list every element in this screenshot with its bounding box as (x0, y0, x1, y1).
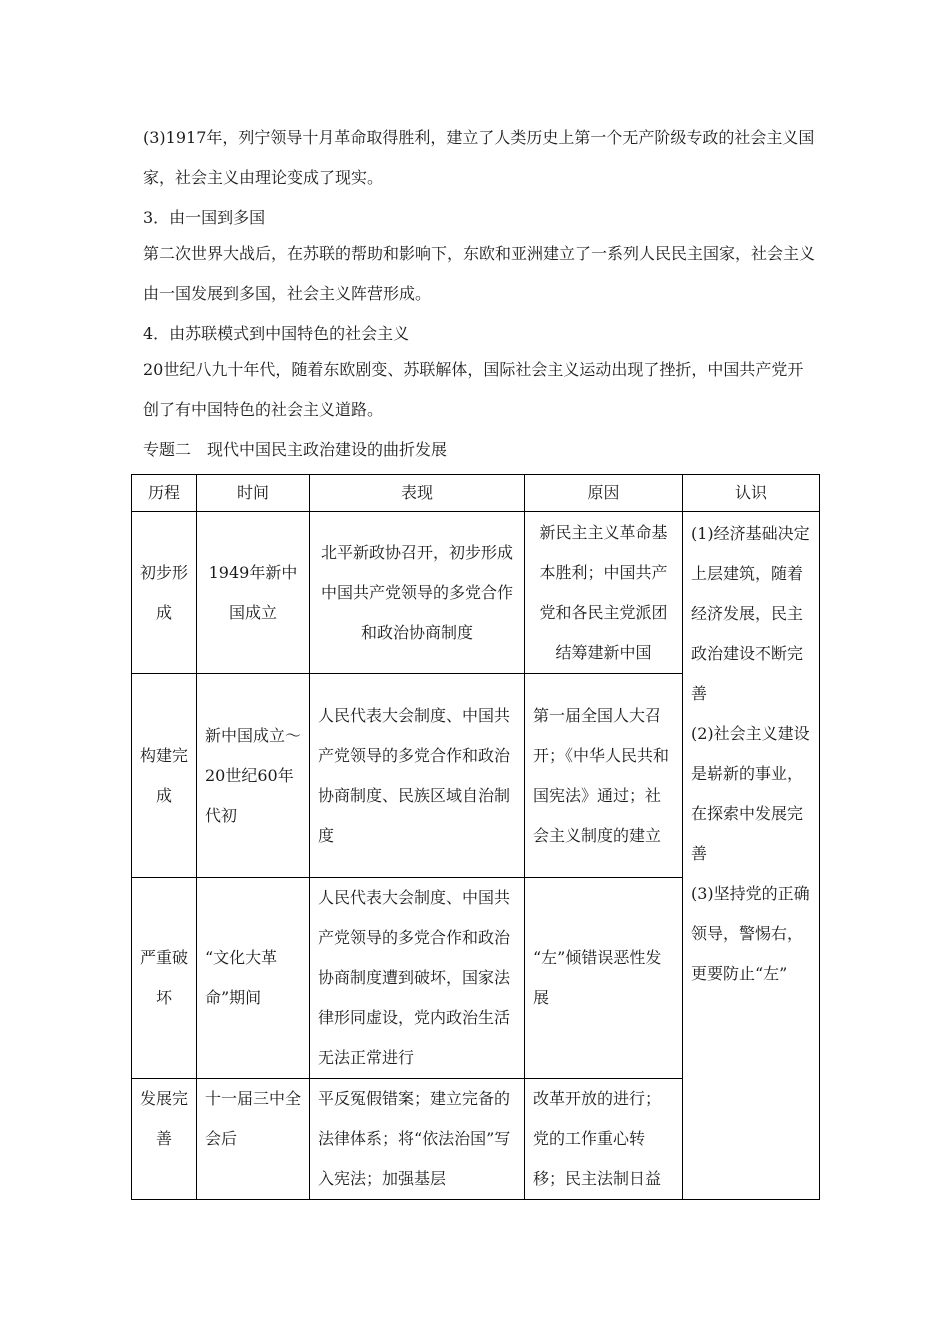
row-performance: 人民代表大会制度、中国共产党领导的多党合作和政治协商制度遭到破坏，国家法律形同虚设，党内政治生活无法正常进行 (310, 878, 525, 1079)
header-insight: 认识 (683, 475, 820, 512)
heading-one-to-many: 3．由一国到多国 (143, 208, 266, 227)
row-time: 1949年新中国成立 (197, 512, 310, 674)
democracy-development-table (131, 474, 820, 1200)
header-reason: 原因 (525, 475, 683, 512)
row-stage: 初步形成 (132, 512, 197, 674)
row-performance: 平反冤假错案；建立完备的法律体系；将“依法治国”写入宪法；加强基层 (310, 1079, 525, 1200)
row-stage: 构建完成 (132, 674, 197, 878)
row-time: 十一届三中全会后 (197, 1079, 310, 1200)
paragraph-socialist-camp: 第二次世界大战后，在苏联的帮助和影响下，东欧和亚洲建立了一系列人民民主国家，社会主义由一国发展到多国，社会主义阵营形成。 (143, 244, 816, 303)
header-performance: 表现 (310, 475, 525, 512)
row-performance: 北平新政协召开，初步形成中国共产党领导的多党合作和政治协商制度 (310, 512, 525, 674)
insight-2: (2)社会主义建设是崭新的事业，在探索中发展完善 (691, 724, 810, 863)
insight-1: (1)经济基础决定上层建筑，随着经济发展，民主政治建设不断完善 (691, 524, 810, 703)
row-reason: 第一届全国人大召开；《中华人民共和国宪法》通过；社会主义制度的建立 (525, 674, 683, 878)
row-time: “文化大革命”期间 (197, 878, 310, 1079)
topic-heading: 专题二 现代中国民主政治建设的曲折发展 (143, 440, 448, 459)
row-time: 新中国成立～20世纪60年代初 (197, 674, 310, 878)
row-reason: 新民主主义革命基本胜利；中国共产党和各民主党派团结筹建新中国 (525, 512, 683, 674)
heading-chinese-characteristics: 4．由苏联模式到中国特色的社会主义 (143, 324, 410, 343)
header-time: 时间 (197, 475, 310, 512)
paragraph-october-revolution: (3)1917年，列宁领导十月革命取得胜利，建立了人类历史上第一个无产阶级专政的社会主义国家，社会主义由理论变成了现实。 (143, 128, 815, 187)
row-reason: “左”倾错误恶性发展 (525, 878, 683, 1079)
row-stage: 严重破坏 (132, 878, 197, 1079)
table-header-row (132, 475, 820, 512)
row-reason: 改革开放的进行；党的工作重心转移；民主法制日益 (525, 1079, 683, 1200)
row-stage: 发展完善 (132, 1079, 197, 1200)
paragraph-chinese-road: 20世纪八九十年代，随着东欧剧变、苏联解体，国际社会主义运动出现了挫折，中国共产党开创了有中国特色的社会主义道路。 (143, 360, 804, 419)
insight-3: (3)坚持党的正确领导，警惕右，更要防止“左” (691, 884, 810, 983)
row-performance: 人民代表大会制度、中国共产党领导的多党合作和政治协商制度、民族区域自治制度 (310, 674, 525, 878)
table-row (132, 512, 820, 674)
insight-cell (683, 512, 820, 1200)
header-stage: 历程 (132, 475, 197, 512)
